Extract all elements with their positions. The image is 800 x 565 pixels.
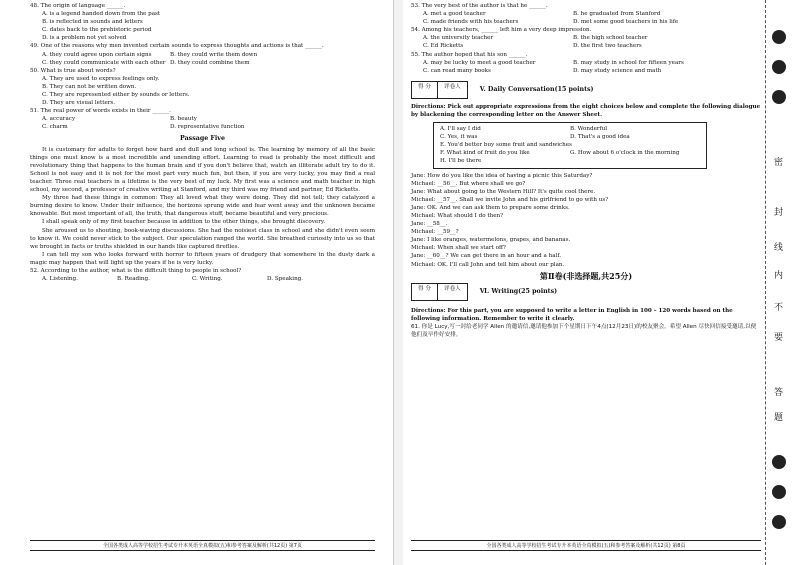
section6-header — [411, 283, 761, 301]
dialogue-line: Michael: __56__. But where shall we go? — [411, 180, 526, 187]
q51-stem: 51. The real power of words exists in their ______. — [30, 108, 171, 115]
right-page — [403, 0, 765, 565]
passage-paragraph: My three had these things in common: They all loved what they were doing. They did not tell; they catalyzed a burning desire to know. Under their influence, the horizons sprung wide and fear went away and the unknown became knowable. But most important of all, the truth, that dangerous stuff, became beautiful and very precious. — [30, 195, 375, 218]
seal-char: 封 — [774, 208, 784, 218]
dialogue-line: Michael: __59__? — [411, 229, 459, 236]
q48-stem: 48. The origin of language ______. — [30, 3, 126, 9]
seal-line — [765, 0, 800, 565]
right-footer: 全国各类成人高等学校招生考试专升本英语全真模拟(五)和参考答案及解析(共12页) 第8页 — [411, 540, 761, 551]
seal-char: 题 — [774, 413, 784, 423]
choice: H. I'll be there — [440, 158, 482, 165]
q50-option: A. They are used to express feelings only. — [42, 75, 160, 82]
q48-option: D. is a problem not yet solved — [42, 35, 127, 42]
q55-stem: 55. The author hoped that his son ______. — [411, 51, 528, 58]
choice: B. Wonderful — [570, 126, 608, 133]
q49-stem: 49. One of the reasons why men invented certain sounds to express thoughts and actions is that ______. — [30, 43, 324, 50]
section6-title: Ⅵ. Writing(25 points) — [479, 287, 558, 295]
q61-prompt: 61. 你是 Lucy,写一封给老同学 Allen 的邀请信,邀请他参加下个星期日下午4点(12月23日)的校友聚会。希望 Allen 尽快回信接受邀请,以便他们及早作好安排。 — [411, 323, 757, 338]
q54-option: C. Ed Ricketts — [423, 43, 464, 50]
binding-hole — [772, 485, 786, 499]
q51-option: C. charm — [42, 124, 68, 131]
q55-option: D. may study science and math — [573, 67, 662, 74]
q49-option: D. they could combine them — [170, 59, 250, 66]
q55-option: C. can read many books — [423, 67, 491, 74]
left-questions-top — [30, 2, 375, 283]
dialogue-line: Jane: __58__. — [411, 221, 448, 228]
dialogue-line: Michael: When shall we start off? — [411, 245, 506, 252]
q54-option: A. the university teacher — [423, 35, 494, 42]
directions5: Directions: Pick out appropriate expressions from the eight choices below and complete the following dialogue by blackening the corresponding letter on the Answer Sheet. — [411, 103, 761, 118]
choice: A. I'll say I did — [440, 126, 481, 133]
right-content — [411, 2, 761, 339]
seal-char: 答 — [774, 388, 784, 398]
q50-option: C. They are represented either by sounds or letters. — [42, 92, 190, 99]
binding-hole — [772, 455, 786, 469]
passage-paragraph: She aroused us to shouting, book-waving discussions. She had the noisiest class in school and she didn't even seem to know it. We could never stick to the subject. Our speculation ranged the world. She breathed curiosity into us so that we brought in facts or truths shielded in our hands like captured fireflies. — [30, 227, 375, 250]
left-footer: 全国各类成人高等学校招生考试专升本英语全真模拟(五)和参考答案及解析(共12页) 第7页 — [30, 540, 375, 551]
grader-label: 评卷人 — [443, 83, 461, 90]
q53-option: B. he graduated from Stanford — [573, 11, 661, 18]
passage-paragraph: It is customary for adults to forget how hard and dull and long school is. The learning by memory of all the basic things one must know is a most incredible and unending effort. Learning to read is probably the most difficult and revolutionary thing that happens to the human brain and if you don't believe that, watch an illiterate adult try to do it. School is not easy and it is not for the most part very much fun, but then, if you are very lucky, you may find a real teacher. Three real teachers in a lifetime is the very best of my luck. My first was a science and math teacher in high school, my second, a professor of creative writing at Stanford, and my third was my friend and partner, Ed Ricketts. — [30, 146, 375, 194]
binding-hole — [772, 90, 786, 104]
passage-paragraph: I can tell my son who looks forward with horror to fifteen years of drudgery that somewhere in the dusty dark a magic may happen that will light up the years if he is very lucky. — [30, 251, 375, 266]
q52-option: A. Listening. — [42, 276, 78, 283]
q51-option: D. representative function — [170, 124, 245, 131]
q54-option: B. the high school teacher — [573, 35, 648, 42]
score-box — [411, 81, 468, 99]
seal-char: 内 — [774, 271, 784, 281]
dialogue-line: Jane: __60__? We can get there in an hour and a half. — [411, 253, 562, 260]
q49-option: A. they could agree upon certain signs — [42, 51, 152, 58]
choices-box — [433, 122, 707, 168]
seal-char: 要 — [774, 333, 784, 343]
q53-stem: 53. The very best of the author is that he ______. — [411, 3, 548, 9]
q52-option: B. Reading. — [117, 276, 150, 283]
seal-char: 密 — [774, 158, 784, 168]
score-label: 得 分 — [412, 284, 438, 300]
dialogue-line: Michael: OK. I'll call John and tell him about our plan. — [411, 261, 565, 268]
q52-option: D. Speaking. — [267, 276, 304, 283]
seal-char: 线 — [774, 243, 784, 253]
binding-hole — [772, 30, 786, 44]
dialogue-line: Jane: What about going to the Western Hill? It's quite cool there. — [411, 188, 596, 195]
q49-option: B. they could write them down — [170, 51, 258, 58]
left-page — [0, 0, 393, 565]
dialogue-line: Michael: What should I do then? — [411, 212, 504, 219]
q48-option: B. is reflected in sounds and letters — [42, 19, 143, 26]
binding-hole — [772, 515, 786, 529]
q48-option: A. is a legend handed down from the past — [42, 11, 161, 18]
q51-option: B. beauty — [170, 116, 197, 123]
choice: F. What kind of fruit do you like — [440, 150, 530, 157]
q53-option: D. met some good teachers in his life — [573, 19, 679, 26]
choice: E. You'd better buy some fruit and sandwiches — [440, 142, 572, 149]
section5-header — [411, 81, 761, 99]
q54-option: D. the first two teachers — [573, 43, 642, 50]
dialogue-line: Jane: I like oranges, watermelons, grapes, and bananas. — [411, 237, 571, 244]
q53-option: A. met a good teacher — [423, 11, 486, 18]
binding-hole — [772, 60, 786, 74]
choice: C. Yes, it was — [440, 134, 478, 141]
q52-stem: 52. According to the author, what is the difficult thing to people in school? — [30, 268, 242, 274]
section5-title: V. Daily Conversation(15 points) — [479, 85, 594, 93]
q50-stem: 50. What is true about words? — [30, 67, 116, 74]
q55-option: B. may study in school for fifteen years — [573, 59, 684, 66]
dialogue-line: Jane: How do you like the idea of having a picnic this Saturday? — [411, 172, 593, 179]
part2-title: 第Ⅱ卷(非选择题,共25分) — [539, 270, 633, 281]
passage-paragraph: I shall speak only of my first teacher because in addition to the other things, she brought discovery. — [42, 219, 326, 226]
score-box — [411, 283, 468, 301]
q52-option: C. Writing. — [192, 276, 223, 283]
passage-title: Passage Five — [180, 134, 225, 142]
q51-option: A. accuracy — [42, 116, 76, 123]
q54-stem: 54. Among his teachers, ______ left him a very deep impression. — [411, 27, 592, 34]
q48-option: C. dates back to the prehistoric period — [42, 27, 152, 34]
dialogue-line: Michael: __57__. Shall we invite John and his girlfriend to go with us? — [411, 196, 609, 203]
seal-char: 不 — [774, 303, 784, 313]
dialogue-line: Jane: OK. And we can ask them to prepare some drinks. — [411, 204, 570, 211]
score-label: 得 分 — [412, 82, 438, 98]
choice: G. How about 6 o'clock in the morning — [570, 150, 680, 157]
q50-option: D. They are visual letters. — [42, 100, 116, 107]
directions6: Directions: For this part, you are supposed to write a letter in English in 100 – 120 words based on the following information. Remember to write it clearly. — [411, 307, 733, 322]
q49-option: C. they could communicate with each other — [42, 59, 166, 66]
grader-label: 评卷人 — [443, 285, 461, 292]
choice: D. That's a good idea — [570, 134, 630, 141]
q50-option: B. They can not be written down. — [42, 83, 137, 90]
q55-option: A. may be lucky to meet a good teacher — [423, 59, 536, 66]
q53-option: C. made friends with his teachers — [423, 19, 519, 26]
